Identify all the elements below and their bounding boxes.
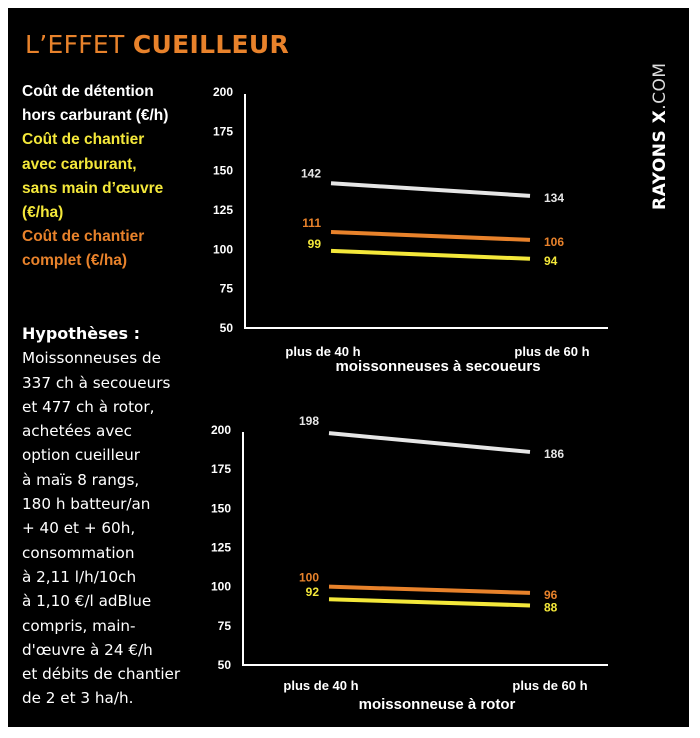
data-label: 111 [302, 216, 321, 231]
y-tick-label: 125 [212, 203, 233, 217]
x-tick-label: plus de 40 h [285, 344, 361, 359]
hypothesis-line: d'œuvre à 24 €/h [22, 640, 153, 659]
hypothesis-line: à 1,10 €/l adBlue [22, 592, 152, 611]
y-tick-label: 75 [217, 618, 231, 633]
hypothesis-line: à maïs 8 rangs, [22, 470, 140, 489]
y-tick-label: 175 [212, 124, 233, 139]
hypothesis-line: et 477 ch à rotor, [22, 397, 155, 416]
hypothesis-line: et débits de chantier [22, 665, 181, 684]
data-label: 96 [544, 587, 558, 602]
hypothesis-line: achetées avec [22, 422, 132, 441]
x-tick-label: plus de 40 h [283, 678, 359, 693]
x-tick-label: plus de 60 h [514, 344, 590, 359]
legend-entry-line: hors carburant (€/h) [22, 107, 169, 125]
data-label: 92 [305, 585, 319, 600]
series-line [329, 599, 530, 605]
data-label: 94 [544, 253, 558, 268]
data-label: 100 [298, 570, 319, 585]
hypothesis-line: 180 h batteur/an [22, 495, 151, 514]
hypothesis-line: de 2 et 3 ha/h. [22, 689, 134, 708]
brand-domain: .COM [650, 62, 670, 110]
series-line [331, 232, 530, 240]
y-tick-label: 100 [212, 242, 233, 257]
brand-name: RAYONS X [650, 109, 670, 210]
x-axis-title: moissonneuse à rotor [358, 696, 516, 713]
data-label: 99 [307, 236, 321, 251]
series-line [329, 587, 530, 593]
y-tick-label: 75 [219, 281, 233, 296]
series-line [331, 251, 530, 259]
data-label: 186 [544, 446, 565, 461]
y-tick-label: 50 [217, 658, 231, 672]
hypothesis-line: 337 ch à secoueurs [22, 373, 171, 392]
hypothesis-line: Moissonneuses de [22, 349, 161, 368]
hypotheses-title: Hypothèses : [22, 324, 141, 343]
legend-entry-line: Coût de chantier [22, 131, 145, 149]
data-label: 88 [544, 600, 558, 615]
y-tick-label: 50 [219, 321, 233, 335]
legend-entry-line: avec carburant, [22, 155, 137, 173]
y-tick-label: 150 [210, 501, 231, 516]
title-bold: CUEILLEUR [132, 30, 290, 59]
y-tick-label: 200 [210, 423, 231, 437]
y-tick-label: 200 [212, 85, 233, 99]
data-label: 106 [544, 234, 565, 249]
legend-entry-line: complet (€/ha) [22, 252, 128, 270]
y-tick-label: 100 [210, 579, 231, 594]
y-tick-label: 125 [210, 540, 231, 555]
data-label: 142 [300, 166, 321, 181]
series-line [331, 183, 530, 196]
x-axis-title: moissonneuses à secoueurs [335, 358, 541, 375]
data-label: 198 [298, 414, 319, 429]
legend-entry-line: sans main d’œuvre [22, 179, 164, 197]
series-line [329, 433, 530, 452]
legend-entry-line: (€/ha) [22, 204, 64, 222]
data-label: 134 [544, 190, 565, 205]
hypothesis-line: + 40 et + 60h, [22, 519, 136, 538]
legend-entry-line: Coût de détention [22, 83, 154, 100]
y-tick-label: 175 [210, 462, 231, 477]
hypothesis-line: consommation [22, 543, 135, 562]
hypothesis-line: option cueilleur [22, 446, 141, 465]
title-light: L’EFFET [25, 30, 133, 59]
hypothesis-line: à 2,11 l/h/10ch [22, 567, 137, 586]
legend-entry-line: Coût de chantier [22, 228, 145, 246]
x-tick-label: plus de 60 h [512, 678, 588, 693]
hypothesis-line: compris, main- [22, 616, 136, 635]
y-tick-label: 150 [212, 163, 233, 178]
